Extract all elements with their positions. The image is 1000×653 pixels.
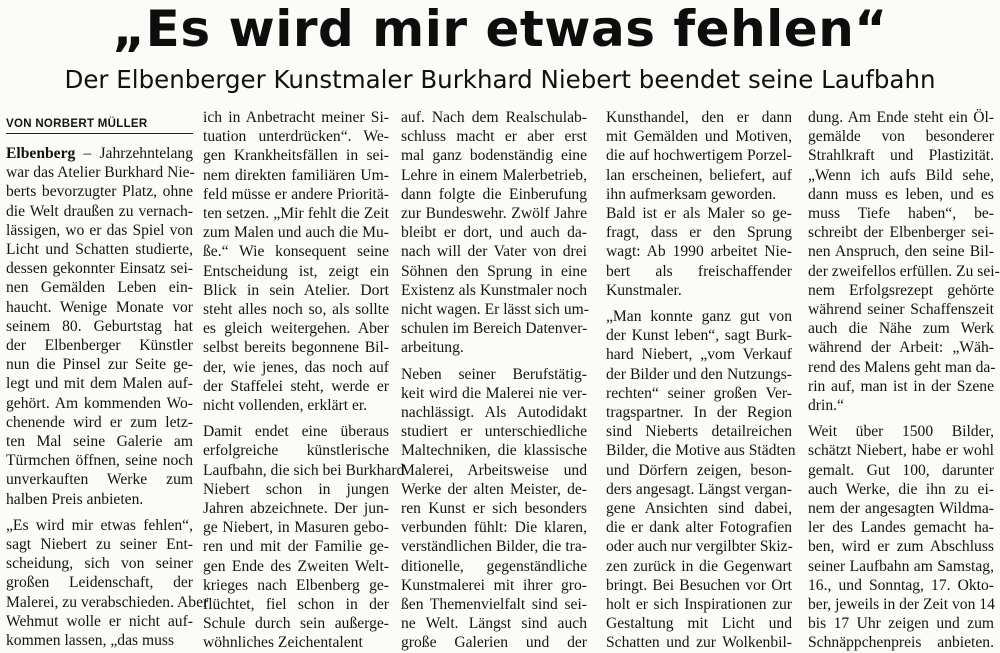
text-line: ditionelle, gegenständliche xyxy=(401,557,587,575)
text-line: war das Atelier Burkhard Nie- xyxy=(6,164,195,182)
text-line: haucht. Wenige Monate vor xyxy=(6,298,193,316)
text-line: dann folgte die Einberufung xyxy=(401,185,587,203)
text-line: Weit über 1500 Bilder, xyxy=(808,423,994,441)
text-line: Niebert schon in jungen xyxy=(203,480,389,498)
text-line: Kunsthandel, den er dann xyxy=(606,109,792,126)
text-line: Lehre in einem Malerbetrieb, xyxy=(401,166,587,184)
text-line: rend des Malens geht man da- xyxy=(808,358,996,376)
subheadline: Der Elbenberger Kunstmaler Burkhard Niebert beendet seine Laufbahn xyxy=(64,65,936,94)
text-line: bringt. Bei Besuchen vor Ort xyxy=(606,576,792,594)
text-line: gen Ende des Zweiten Welt- xyxy=(203,557,389,575)
text-line: Gestaltung mit Licht und xyxy=(606,615,792,633)
text-line: „Wenn ich aufs Bild sehe, xyxy=(808,166,994,184)
text-line: chenende wird er zum letz- xyxy=(6,413,193,431)
text-line: nen Gemälden Leben ein- xyxy=(6,279,193,297)
text-line: ten Mal seine Galerie am xyxy=(6,433,193,451)
headline: „Es wird mir etwas fehlen“ xyxy=(112,0,888,58)
text-line: lan erscheinen, beliefert, auf xyxy=(606,166,792,184)
text-line: gene Ansichten sind dabei, xyxy=(606,500,792,518)
text-line: fragt, dass er den Sprung xyxy=(606,224,792,242)
text-line: schluss macht er aber erst xyxy=(401,128,587,146)
text-line: zen zurück in die Gegenwart xyxy=(606,557,792,575)
text-line: Werke der alten Meister, de- xyxy=(401,480,587,498)
text-line: Maltechniken, die klassische xyxy=(401,442,587,460)
text-line: dung. Am Ende steht ein Öl- xyxy=(808,109,994,126)
text-line: die er dank alter Fotografien xyxy=(606,519,792,537)
text-line: Licht und Schatten studierte, xyxy=(6,241,193,259)
article-column-2 xyxy=(203,108,405,652)
text-line: der, wie jenes, das noch auf xyxy=(203,358,389,376)
text-line: zur Bundeswehr. Zwölf Jahre xyxy=(401,205,587,223)
text-line: Wehmut wolle er nicht auf- xyxy=(6,612,193,630)
paragraph-gap xyxy=(6,509,193,516)
text-line: ten setzen. „Mir fehlt die Zeit xyxy=(203,205,389,223)
text-line: nun die Pinsel zur Seite ge- xyxy=(6,356,193,374)
text-line: Schnäppchenpreis anbieten. xyxy=(808,634,994,652)
text-line: der Bilder und den Nutzungs- xyxy=(606,365,792,383)
text-line: rechten“ seiner großen Ver- xyxy=(606,384,792,402)
text-line: bis 17 Uhr zeigen und zum xyxy=(808,615,994,633)
text-line: ders angesagt. Längst vergan- xyxy=(606,480,792,498)
text-line: seiner Laufbahn am Samstag, xyxy=(808,557,994,575)
text-line: ihn aufmerksam geworden. xyxy=(606,185,777,203)
article-column-5 xyxy=(808,108,1000,652)
text-line: scheidung, sich von seiner xyxy=(6,555,193,573)
text-line: gen Krankheitsfällen in sei- xyxy=(203,147,389,165)
text-line: muss Tiefe haben“, be- xyxy=(808,205,994,223)
text-line: und Dörfern zeigen, beson- xyxy=(606,461,792,479)
byline: VON NORBERT MÜLLER xyxy=(6,117,193,134)
text-line: legt und mit dem Malen auf- xyxy=(6,375,193,393)
text-line: ben, wird er zum Abschluss xyxy=(808,538,994,556)
text-line: nen Anspruch, den seine Bil- xyxy=(808,243,994,261)
paragraph-gap xyxy=(203,415,389,422)
text-line: der Elbenberger Künstler xyxy=(6,337,193,355)
text-line: gemälde von besonderer xyxy=(808,128,994,146)
text-line: nicht vollenden, erklärt er. xyxy=(203,397,368,415)
text-line: sind Nieberts detailreichen xyxy=(606,423,792,441)
text-line: bert als freischaffender xyxy=(606,262,792,280)
text-line: ße.“ Wie konsequent seine xyxy=(203,243,389,261)
text-line: Existenz als Kunstmaler noch xyxy=(401,281,587,299)
text-line: erfolgreiche künstlerische xyxy=(203,442,389,460)
text-line: mal ganz bodenständig eine xyxy=(401,147,587,165)
text-line: mit Gemälden und Motiven, xyxy=(606,128,792,146)
text-line: Schule durch sein außerge- xyxy=(203,615,389,633)
text-line: studiert er unterschiedliche xyxy=(401,423,587,441)
text-line: wagt: Ab 1990 arbeitet Nie- xyxy=(606,243,792,261)
text-line: Türmchen öffnen, seine noch xyxy=(6,452,193,470)
text-line: Malerei, Arbeitsweise und xyxy=(401,461,587,479)
text-line: die auf hochwertigem Porzel- xyxy=(606,147,792,165)
text-line: Jahren abzeichnete. Der jun- xyxy=(203,500,389,518)
text-line: verbunden fühlt: Die klaren, xyxy=(401,519,587,537)
text-line: kommen lassen, „das muss xyxy=(6,632,175,650)
text-line: schulen im Bereich Datenver- xyxy=(401,320,588,338)
text-line: flüchtet, fiel schon in der xyxy=(203,596,389,614)
text-line: ich in Anbetracht meiner Si- xyxy=(203,109,389,126)
text-line: der zweifellos erfüllen. Zu sei- xyxy=(808,262,1000,280)
text-line: Kunstmaler. xyxy=(606,281,682,299)
text-line: steht alles noch so, als sollte xyxy=(203,301,389,319)
text-line: „Es wird mir etwas fehlen“, xyxy=(6,516,193,534)
text-line: holt er sich Inspirationen zur xyxy=(606,596,792,614)
text-line: nach will der Vater von drei xyxy=(401,243,587,261)
text-line: keit wird die Malerei nie ver- xyxy=(401,384,587,402)
paragraph-gap xyxy=(401,358,587,365)
text-line: der Kunst leben“, sagt Burk- xyxy=(606,327,792,345)
text-line: drin.“ xyxy=(808,397,844,415)
text-line: gemalt. Gut 100, darunter xyxy=(808,461,994,479)
text-line: Bilder, die Motive aus Städten xyxy=(606,442,796,460)
text-line: Söhnen den Sprung in eine xyxy=(401,262,587,280)
text-line: ne Welt. Längst sind auch xyxy=(401,615,587,633)
text-line: tuation unterdrücken“. We- xyxy=(203,128,389,146)
text-line: Bald ist er als Maler so ge- xyxy=(606,205,792,223)
dateline: Elbenberg xyxy=(6,145,84,162)
text-line: nem der angesagten Wildma- xyxy=(808,500,994,518)
paragraph-gap xyxy=(606,300,792,307)
text-line: dessen gekonnter Einsatz sei- xyxy=(6,260,193,278)
text-line: halben Preis anbieten. xyxy=(6,490,144,508)
text-line: ren und mit der Familie ge- xyxy=(203,538,389,556)
text-line: Strahlkraft und Plastizität. xyxy=(808,147,994,165)
text-line: nem Erfolgsrezept gehörte xyxy=(808,281,994,299)
text-line: „Man konnte ganz gut von xyxy=(606,308,792,326)
text-line: Neben seiner Berufstätig- xyxy=(401,365,587,383)
text-line: oder auch nur vergilbter Skiz- xyxy=(606,538,793,556)
text-line: schreibt der Elbenberger sei- xyxy=(808,224,994,242)
text-line: ber, jeweils in der Zeit von 14 xyxy=(808,596,995,614)
text-line: tragspartner. In der Region xyxy=(606,404,792,422)
text-line: Laufbahn, die sich bei Burkhard xyxy=(203,461,405,479)
text-line: hard Niebert, „vom Verkauf xyxy=(606,346,792,364)
text-line: Damit endet eine überaus xyxy=(203,423,389,441)
text-line: seinem 80. Geburtstag hat xyxy=(6,317,193,335)
text-line: große Galerien und der xyxy=(401,634,587,652)
text-line: während seiner Schaffenszeit xyxy=(808,301,994,319)
text-line: Entscheidung ist, zeigt ein xyxy=(203,262,389,280)
text-line: gehört. Am kommenden Wo- xyxy=(6,394,193,412)
text-line: Blick in sein Atelier. Dort xyxy=(203,281,389,299)
text-line: lässigen, wo er das Spiel von xyxy=(6,221,193,239)
text-line: krieges nach Elbenberg ge- xyxy=(203,576,389,594)
text-line: nachlässigt. Als Autodidakt xyxy=(401,404,587,422)
text-line: auch die Nähe zum Werk xyxy=(808,320,994,338)
paragraph-gap xyxy=(808,415,994,422)
text-line: nicht wagen. Er lässt sich um- xyxy=(401,301,589,319)
text-line: sagt Niebert zu seiner Ent- xyxy=(6,536,193,554)
text-line: während der Arbeit: „Wäh- xyxy=(808,339,994,357)
text-line: großen Leidenschaft, der xyxy=(6,574,193,592)
text-line: auch Werke, die ihn zu ei- xyxy=(808,480,994,498)
article-column-4 xyxy=(606,108,796,652)
text-line: die Welt draußen zu vernach- xyxy=(6,202,193,220)
text-line-content: – Jahrzehntelang xyxy=(83,145,193,162)
text-line: feld müsse er andere Prioritä- xyxy=(203,185,389,203)
text-line: ßen Themenvielfalt sind sei- xyxy=(401,596,587,614)
text-line: wöhnliches Zeichentalent xyxy=(203,634,363,652)
text-line: ren Kunst er sich besonders xyxy=(401,500,587,518)
text-line: arbeitung. xyxy=(401,339,464,357)
text-line: bleibt er dort, und auch da- xyxy=(401,224,587,242)
text-line: ler des Landes gemacht ha- xyxy=(808,519,994,537)
text-line: Kunstmalerei mit ihrer gro- xyxy=(401,576,587,594)
text-line: 16., und Sonntag, 17. Okto- xyxy=(808,576,994,594)
text-line: verständlichen Bilder, die tra- xyxy=(401,538,587,556)
text-line: Schatten und zur Wolkenbil- xyxy=(606,634,792,652)
text-line: ge Niebert, in Masuren gebo- xyxy=(203,519,389,537)
text-line: berts bevorzugter Platz, ohne xyxy=(6,183,193,201)
article-column-3 xyxy=(401,108,589,652)
text-line: auf. Nach dem Realschulab- xyxy=(401,109,587,126)
text-line: schätzt Niebert, habe er wohl xyxy=(808,442,994,460)
text-line: zum Malen und auch die Mu- xyxy=(203,224,389,242)
text-line: es gleich weitergehen. Aber xyxy=(203,320,389,338)
text-line: Malerei, zu verabschieden. Aber xyxy=(6,593,209,611)
text-line: rin auf, man ist in der Szene xyxy=(808,377,994,395)
text-line xyxy=(6,144,193,163)
text-line: nem direkten familiären Um- xyxy=(203,166,389,184)
text-line: der Staffelei steht, werde er xyxy=(203,377,389,395)
article-column-1 xyxy=(6,108,209,650)
text-line: dann muss es leben, und es xyxy=(808,185,994,203)
text-line: selbst bereits begonnene Bil- xyxy=(203,339,389,357)
text-line: unverkauften Werke zum xyxy=(6,471,193,489)
